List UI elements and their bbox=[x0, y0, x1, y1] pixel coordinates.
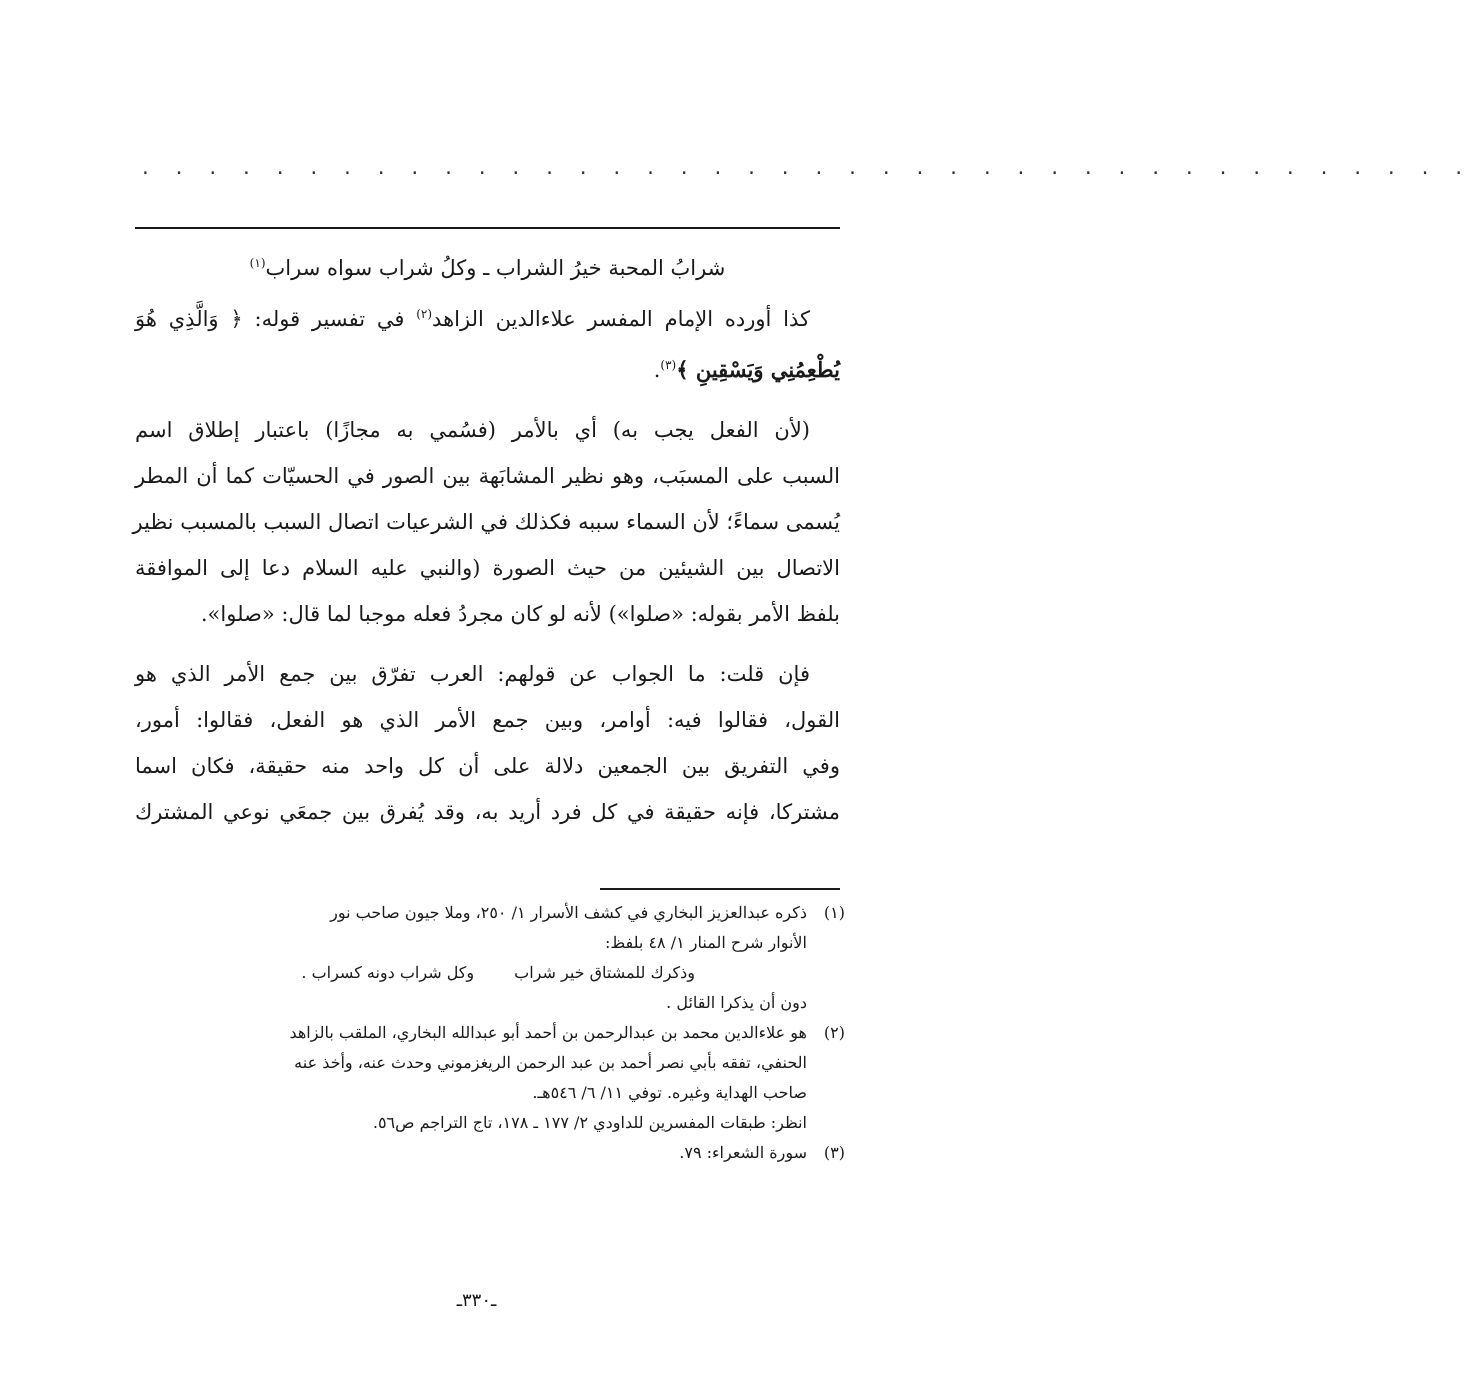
top-rule bbox=[135, 227, 840, 229]
paragraph-3-line-1: فإن قلت: ما الجواب عن قولهم: العرب تفرّق بين جمع الأمر الذي هو bbox=[135, 662, 810, 686]
poem-line bbox=[135, 240, 840, 291]
footnote-2-number: (٢) bbox=[823, 1023, 845, 1042]
paragraph-2-line-3: يُسمى سماءً؛ لأن السماء سببه فكذلك في الشرعيات اتصال السبب بالمسبب نظير bbox=[132, 510, 840, 534]
dotted-separator: . . . . . . . . . . . . . . . . . . . . . . . . . . . . . . . . . . . . . . . . bbox=[140, 158, 1470, 179]
footnote-2-line-1 bbox=[135, 1018, 845, 1048]
footnote-2-text: هو علاءالدين محمد بن عبدالرحمن بن أحمد أبو عبدالله البخاري، الملقب بالزاهد bbox=[289, 1023, 807, 1042]
footnote-ref-2: (٢) bbox=[416, 307, 433, 321]
paragraph-2-line-2: السبب على المسبَب، وهو نظير المشابَهة بين الصور في الحسيّات كما أن المطر bbox=[135, 464, 840, 488]
footnote-1-line-2: الأنوار شرح المنار ١/ ٤٨ بلفظ: bbox=[604, 933, 807, 952]
paragraph-1-line-2 bbox=[135, 342, 840, 393]
quran-verse: يُطْعِمُنِي وَيَسْقِينِ ﴾ bbox=[676, 357, 840, 382]
footnote-1-line-1 bbox=[135, 898, 845, 928]
verse-hemistich-2: وكل شراب دونه كسراب . bbox=[301, 963, 475, 982]
footnote-1-verse bbox=[135, 958, 845, 988]
footnote-ref-3: (٣) bbox=[660, 358, 677, 372]
footnote-3-line-1 bbox=[135, 1138, 845, 1168]
footnote-1-line-3: دون أن يذكرا القائل . bbox=[666, 993, 807, 1012]
footnote-1-number: (١) bbox=[823, 903, 845, 922]
verse-hemistich-1: وذكرك للمشتاق خير شراب bbox=[514, 963, 695, 982]
footnote-ref-1: (١) bbox=[249, 256, 266, 270]
footnote-2-line-2: الحنفي، تفقه بأبي نصر أحمد بن عبد الرحمن الريغزموني وحدث عنه، وأخذ عنه bbox=[294, 1053, 807, 1072]
footnotes bbox=[135, 898, 845, 1168]
footnote-1-text: ذكره عبدالعزيز البخاري في كشف الأسرار ١/ ٢٥٠، وملا جيون صاحب نور bbox=[330, 903, 807, 922]
footnote-rule bbox=[600, 888, 840, 890]
paragraph-3-line-2: القول، فقالوا فيه: أوامر، وبين جمع الأمر الذي هو الفعل، فقالوا: أمور، bbox=[135, 708, 840, 732]
p1-end: . bbox=[653, 358, 661, 382]
p1-text-a: كذا أورده الإمام المفسر علاءالدين الزاهد bbox=[432, 307, 810, 331]
paragraph-3-line-3: وفي التفريق بين الجمعين دلالة على أن كل واحد منه حقيقة، فكان اسما bbox=[135, 754, 840, 778]
paragraph-1-line-1 bbox=[135, 291, 840, 342]
footnote-3-text: سورة الشعراء: ٧٩. bbox=[679, 1143, 807, 1162]
paragraph-3-line-4: مشتركا، فإنه حقيقة في كل فرد أريد به، وقد يُفرق بين جمعَي نوعي المشترك bbox=[135, 800, 840, 824]
footnote-2-line-3: صاحب الهداية وغيره. توفي ١١/ ٦/ ٥٤٦هـ. bbox=[532, 1083, 807, 1102]
p1-text-b: في تفسير قوله: ﴿ وَالَّذِي هُوَ bbox=[135, 307, 417, 331]
paragraph-2-line-4: الاتصال بين الشيئين من حيث الصورة (والنبي عليه السلام دعا إلى الموافقة bbox=[135, 556, 840, 580]
main-text bbox=[132, 240, 840, 835]
paragraph-2-line-1: (لأن الفعل يجب به) أي بالأمر (فسُمي به مجازًا) باعتبار إطلاق اسم bbox=[135, 418, 810, 442]
footnote-2-line-4: انظر: طبقات المفسرين للداودي ٢/ ١٧٧ ـ ١٧٨، تاج التراجم ص٥٦. bbox=[372, 1113, 807, 1132]
footnote-3-number: (٣) bbox=[823, 1143, 845, 1162]
gap bbox=[135, 637, 840, 651]
paragraph-2-line-5: بلفظ الأمر بقوله: «صلوا») لأنه لو كان مجردُ فعله موجبا لما قال: «صلوا». bbox=[200, 602, 840, 626]
poem-text: شرابُ المحبة خيرُ الشراب ـ وكلُ شراب سواه سراب bbox=[265, 256, 726, 280]
gap bbox=[135, 393, 840, 407]
page-number: ـ٣٣٠ـ bbox=[456, 1290, 497, 1311]
